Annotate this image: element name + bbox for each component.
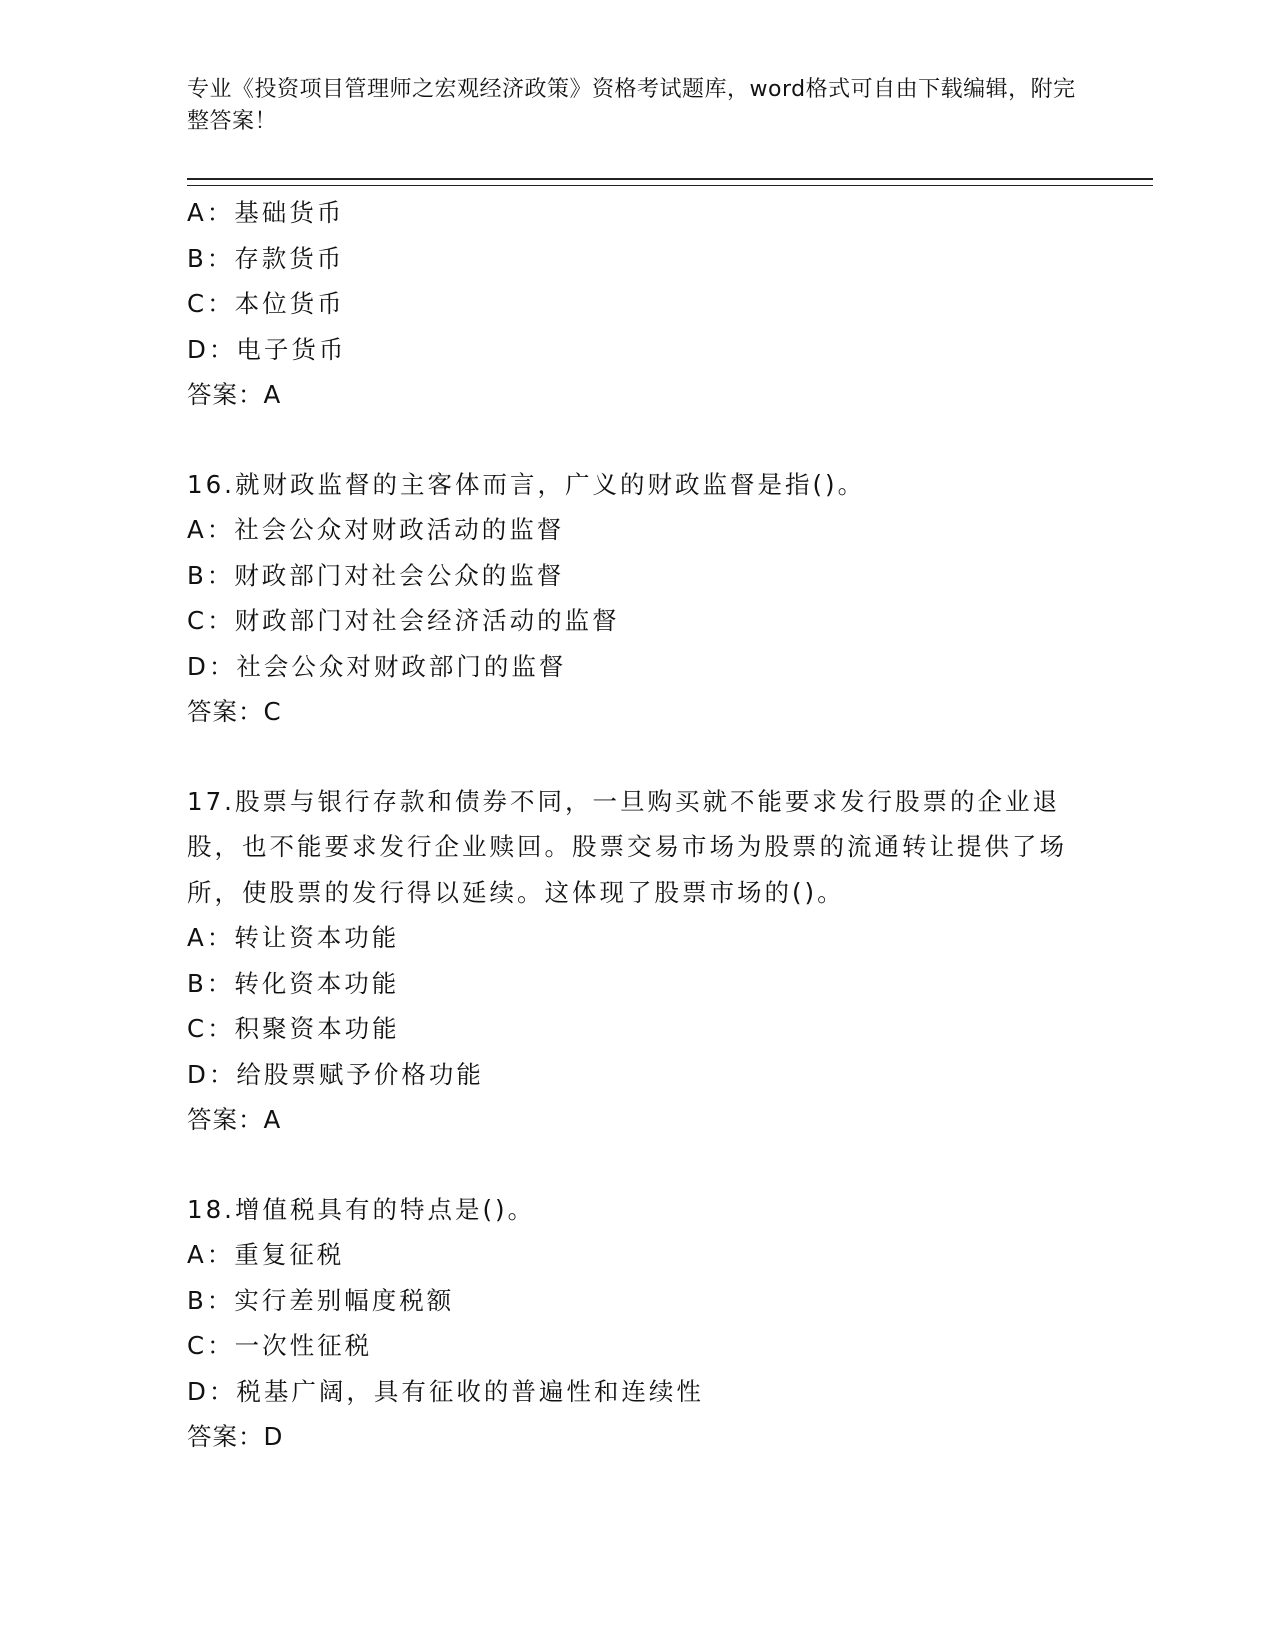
question-stem: 16.就财政监督的主客体而言，广义的财政监督是指()。 [187, 469, 866, 499]
answer-line: 答案：C [187, 697, 282, 726]
option-d: D：税基广阔，具有征收的普遍性和连续性 [187, 1376, 704, 1406]
option-c: C：积聚资本功能 [187, 1014, 400, 1043]
answer-line: 答案：D [187, 1422, 284, 1451]
answer-line: 答案：A [187, 1105, 282, 1134]
option-a: A：转让资本功能 [187, 923, 400, 952]
question-gap [187, 1143, 1087, 1187]
option-b: B：转化资本功能 [187, 968, 400, 998]
question-list [187, 190, 1087, 1460]
answer-line: 答案：A [187, 380, 282, 409]
document-title: 专业《投资项目管理师之宏观经济政策》资格考试题库，word格式可自由下载编辑，附完整答案！ [187, 77, 1076, 134]
option-a: A：重复征税 [187, 1240, 345, 1269]
page-header [187, 74, 1087, 138]
question-gap [187, 418, 1087, 462]
option-b: B：存款货币 [187, 243, 345, 273]
option-c: C：一次性征税 [187, 1331, 373, 1360]
question-stem: 17.股票与银行存款和债券不同，一旦购买就不能要求发行股票的企业退股，也不能要求发行企业赎回。股票交易市场为股票的流通转让提供了场所，使股票的发行得以延续。这体现了股票市场的()。 [187, 786, 1067, 907]
option-b: B：实行差别幅度税额 [187, 1285, 455, 1315]
question-block-18 [187, 1187, 1087, 1460]
option-d: D：电子货币 [187, 334, 347, 364]
question-block-partial [187, 190, 1087, 418]
option-d: D：给股票赋予价格功能 [187, 1059, 484, 1089]
question-block-17 [187, 779, 1087, 1143]
option-a: A：社会公众对财政活动的监督 [187, 515, 565, 544]
question-stem: 18.增值税具有的特点是()。 [187, 1194, 536, 1224]
question-gap [187, 735, 1087, 779]
option-c: C：财政部门对社会经济活动的监督 [187, 606, 620, 635]
option-a: A：基础货币 [187, 198, 345, 227]
option-b: B：财政部门对社会公众的监督 [187, 560, 565, 590]
option-c: C：本位货币 [187, 289, 345, 318]
question-block-16 [187, 462, 1087, 735]
option-d: D：社会公众对财政部门的监督 [187, 651, 567, 681]
header-divider [187, 178, 1153, 186]
